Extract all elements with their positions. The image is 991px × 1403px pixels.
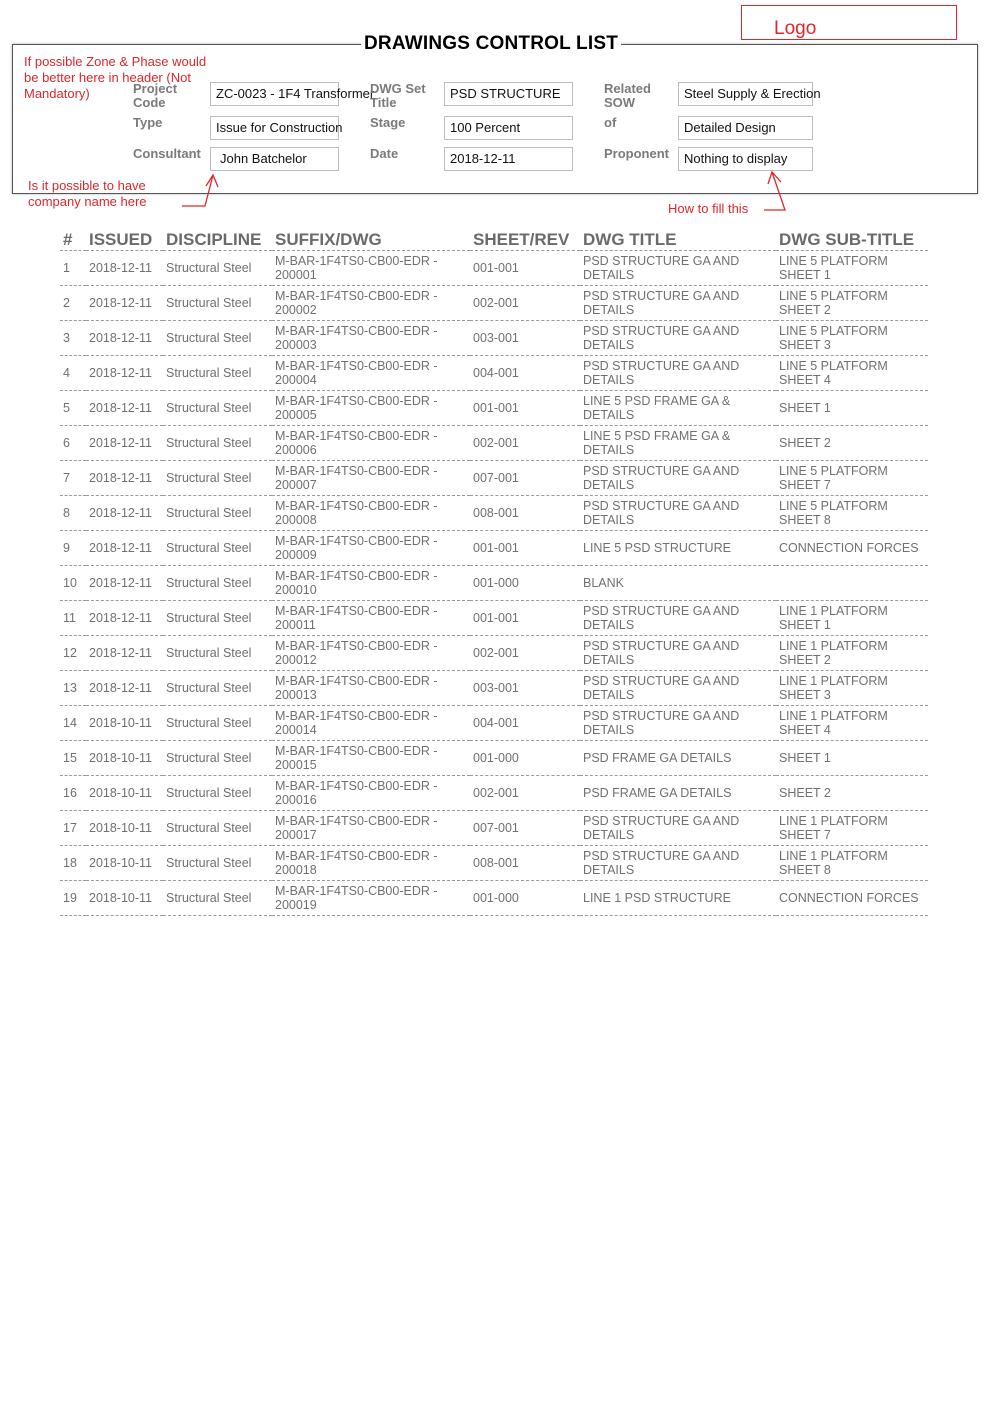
stage-field[interactable]: 100 Percent [444, 116, 573, 140]
row-number-cell: 5 [60, 391, 86, 426]
row-number-cell: 13 [60, 671, 86, 706]
sheet-rev-cell: 002-001 [470, 426, 580, 461]
dwg-title-cell: PSD STRUCTURE GA AND DETAILS [580, 671, 776, 706]
dwg-sub-title-cell: LINE 5 PLATFORM SHEET 3 [776, 321, 928, 356]
sheet-rev-cell: 003-001 [470, 671, 580, 706]
dwg-title-cell: LINE 5 PSD FRAME GA & DETAILS [580, 391, 776, 426]
table-row[interactable] [60, 286, 928, 321]
dwg-title-cell: PSD FRAME GA DETAILS [580, 741, 776, 776]
row-number-cell: 16 [60, 776, 86, 811]
table-row[interactable] [60, 461, 928, 496]
consultant-label: Consultant [133, 146, 201, 161]
annotation-arrows [0, 0, 991, 260]
col-header-dwg-title: DWG TITLE [580, 227, 776, 251]
issued-date-cell: 2018-12-11 [86, 601, 163, 636]
related-sow-field[interactable]: Steel Supply & Erection [678, 82, 813, 106]
dwg-sub-title-cell: LINE 1 PLATFORM SHEET 4 [776, 706, 928, 741]
discipline-cell: Structural Steel [163, 531, 272, 566]
dwg-sub-title-cell: CONNECTION FORCES [776, 881, 928, 916]
row-number-cell: 18 [60, 846, 86, 881]
row-number-cell: 1 [60, 251, 86, 286]
suffix-dwg-cell: M-BAR-1F4TS0-CB00-EDR - 200002 [272, 286, 470, 321]
suffix-dwg-cell: M-BAR-1F4TS0-CB00-EDR - 200017 [272, 811, 470, 846]
issued-date-cell: 2018-10-11 [86, 846, 163, 881]
sheet-rev-cell: 001-000 [470, 741, 580, 776]
zone-phase-note: If possible Zone & Phase would be better here in header (Not Mandatory) [24, 54, 207, 101]
suffix-dwg-cell: M-BAR-1F4TS0-CB00-EDR - 200007 [272, 461, 470, 496]
row-number-cell: 7 [60, 461, 86, 496]
sheet-rev-cell: 002-001 [470, 286, 580, 321]
issued-date-cell: 2018-12-11 [86, 391, 163, 426]
dwg-sub-title-cell: LINE 5 PLATFORM SHEET 8 [776, 496, 928, 531]
issued-date-cell: 2018-12-11 [86, 531, 163, 566]
suffix-dwg-cell: M-BAR-1F4TS0-CB00-EDR - 200014 [272, 706, 470, 741]
table-row[interactable] [60, 321, 928, 356]
table-row[interactable] [60, 251, 928, 286]
issued-date-cell: 2018-10-11 [86, 811, 163, 846]
suffix-dwg-cell: M-BAR-1F4TS0-CB00-EDR - 200015 [272, 741, 470, 776]
dwg-sub-title-cell: LINE 1 PLATFORM SHEET 8 [776, 846, 928, 881]
company-name-arrow-icon [182, 175, 213, 206]
project-code-field[interactable]: ZC-0023 - 1F4 Transformer [210, 82, 339, 106]
table-body [60, 251, 928, 916]
logo-label: Logo [774, 18, 817, 39]
issued-date-cell: 2018-12-11 [86, 566, 163, 601]
sheet-rev-cell: 008-001 [470, 846, 580, 881]
suffix-dwg-cell: M-BAR-1F4TS0-CB00-EDR - 200010 [272, 566, 470, 601]
suffix-dwg-cell: M-BAR-1F4TS0-CB00-EDR - 200003 [272, 321, 470, 356]
date-field[interactable]: 2018-12-11 [444, 147, 573, 171]
dwg-title-cell: PSD FRAME GA DETAILS [580, 776, 776, 811]
dwg-title-cell: PSD STRUCTURE GA AND DETAILS [580, 706, 776, 741]
row-number-cell: 19 [60, 881, 86, 916]
suffix-dwg-cell: M-BAR-1F4TS0-CB00-EDR - 200001 [272, 251, 470, 286]
row-number-cell: 10 [60, 566, 86, 601]
suffix-dwg-cell: M-BAR-1F4TS0-CB00-EDR - 200006 [272, 426, 470, 461]
drawings-table [60, 227, 928, 916]
dwg-sub-title-cell [776, 566, 928, 601]
table-row[interactable] [60, 881, 928, 916]
discipline-cell: Structural Steel [163, 391, 272, 426]
row-number-cell: 4 [60, 356, 86, 391]
project-code-label: Project Code [133, 81, 178, 110]
discipline-cell: Structural Steel [163, 356, 272, 391]
proponent-field[interactable]: Nothing to display [678, 147, 813, 171]
page-title: DRAWINGS CONTROL LIST [361, 33, 621, 55]
dwg-title-cell: PSD STRUCTURE GA AND DETAILS [580, 461, 776, 496]
dwg-sub-title-cell: SHEET 2 [776, 776, 928, 811]
table-row[interactable] [60, 776, 928, 811]
issued-date-cell: 2018-10-11 [86, 776, 163, 811]
issued-date-cell: 2018-12-11 [86, 671, 163, 706]
dwg-title-cell: PSD STRUCTURE GA AND DETAILS [580, 251, 776, 286]
row-number-cell: 12 [60, 636, 86, 671]
discipline-cell: Structural Steel [163, 636, 272, 671]
dwg-title-cell: PSD STRUCTURE GA AND DETAILS [580, 356, 776, 391]
dwg-title-cell: PSD STRUCTURE GA AND DETAILS [580, 601, 776, 636]
company-name-note: Is it possible to have company name here [28, 178, 147, 209]
dwg-sub-title-cell: LINE 1 PLATFORM SHEET 2 [776, 636, 928, 671]
table-row[interactable] [60, 846, 928, 881]
discipline-cell: Structural Steel [163, 461, 272, 496]
row-number-cell: 15 [60, 741, 86, 776]
dwg-sub-title-cell: LINE 1 PLATFORM SHEET 1 [776, 601, 928, 636]
sheet-rev-cell: 001-001 [470, 391, 580, 426]
table-row[interactable] [60, 426, 928, 461]
discipline-cell: Structural Steel [163, 846, 272, 881]
table-row[interactable] [60, 531, 928, 566]
dwg-title-cell: PSD STRUCTURE GA AND DETAILS [580, 321, 776, 356]
sheet-rev-cell: 001-001 [470, 251, 580, 286]
sheet-rev-cell: 004-001 [470, 706, 580, 741]
table-row[interactable] [60, 636, 928, 671]
issued-date-cell: 2018-12-11 [86, 461, 163, 496]
dwg-title-cell: PSD STRUCTURE GA AND DETAILS [580, 636, 776, 671]
issued-date-cell: 2018-12-11 [86, 356, 163, 391]
sheet-rev-cell: 004-001 [470, 356, 580, 391]
issued-date-cell: 2018-12-11 [86, 636, 163, 671]
row-number-cell: 14 [60, 706, 86, 741]
table-row[interactable] [60, 706, 928, 741]
dwg-sub-title-cell: SHEET 1 [776, 741, 928, 776]
table-row[interactable] [60, 741, 928, 776]
dwg-title-cell: LINE 5 PSD STRUCTURE [580, 531, 776, 566]
suffix-dwg-cell: M-BAR-1F4TS0-CB00-EDR - 200005 [272, 391, 470, 426]
issued-date-cell: 2018-12-11 [86, 496, 163, 531]
col-header-dwg-sub-title: DWG SUB-TITLE [776, 227, 928, 251]
of-field[interactable]: Detailed Design [678, 116, 813, 140]
suffix-dwg-cell: M-BAR-1F4TS0-CB00-EDR - 200011 [272, 601, 470, 636]
discipline-cell: Structural Steel [163, 496, 272, 531]
row-number-cell: 3 [60, 321, 86, 356]
dwg-title-cell: BLANK [580, 566, 776, 601]
suffix-dwg-cell: M-BAR-1F4TS0-CB00-EDR - 200013 [272, 671, 470, 706]
issued-date-cell: 2018-12-11 [86, 286, 163, 321]
table-header-row [60, 227, 928, 251]
stage-label: Stage [370, 115, 406, 130]
table-row[interactable] [60, 671, 928, 706]
issued-date-cell: 2018-10-11 [86, 706, 163, 741]
dwg-title-cell: PSD STRUCTURE GA AND DETAILS [580, 846, 776, 881]
row-number-cell: 2 [60, 286, 86, 321]
row-number-cell: 8 [60, 496, 86, 531]
sheet-rev-cell: 002-001 [470, 776, 580, 811]
proponent-label: Proponent [604, 146, 669, 161]
table-row[interactable] [60, 566, 928, 601]
type-field[interactable]: Issue for Construction [210, 116, 339, 140]
table-row[interactable] [60, 391, 928, 426]
sheet-rev-cell: 007-001 [470, 461, 580, 496]
col-header-discipline: DISCIPLINE [163, 227, 272, 251]
type-label: Type [133, 115, 163, 130]
dwg-sub-title-cell: LINE 5 PLATFORM SHEET 2 [776, 286, 928, 321]
table-row[interactable] [60, 601, 928, 636]
sheet-rev-cell: 001-001 [470, 601, 580, 636]
discipline-cell: Structural Steel [163, 321, 272, 356]
suffix-dwg-cell: M-BAR-1F4TS0-CB00-EDR - 200018 [272, 846, 470, 881]
discipline-cell: Structural Steel [163, 706, 272, 741]
how-to-fill-note: How to fill this [668, 201, 749, 216]
row-number-cell: 6 [60, 426, 86, 461]
suffix-dwg-cell: M-BAR-1F4TS0-CB00-EDR - 200008 [272, 496, 470, 531]
issued-date-cell: 2018-10-11 [86, 881, 163, 916]
table-row[interactable] [60, 496, 928, 531]
dwg-set-title-label: DWG Set Title [370, 81, 426, 110]
row-number-cell: 17 [60, 811, 86, 846]
issued-date-cell: 2018-10-11 [86, 741, 163, 776]
sheet-rev-cell: 008-001 [470, 496, 580, 531]
dwg-title-cell: PSD STRUCTURE GA AND DETAILS [580, 286, 776, 321]
dwg-sub-title-cell: LINE 1 PLATFORM SHEET 7 [776, 811, 928, 846]
sheet-rev-cell: 001-000 [470, 881, 580, 916]
issued-date-cell: 2018-12-11 [86, 426, 163, 461]
suffix-dwg-cell: M-BAR-1F4TS0-CB00-EDR - 200009 [272, 531, 470, 566]
sheet-rev-cell: 001-001 [470, 531, 580, 566]
how-to-fill-arrow-icon [764, 172, 785, 210]
issued-date-cell: 2018-12-11 [86, 251, 163, 286]
sheet-rev-cell: 001-000 [470, 566, 580, 601]
date-label: Date [370, 146, 399, 161]
dwg-sub-title-cell: LINE 5 PLATFORM SHEET 7 [776, 461, 928, 496]
dwg-set-title-field[interactable]: PSD STRUCTURE [444, 82, 573, 106]
related-sow-label: Related SOW [604, 81, 651, 110]
discipline-cell: Structural Steel [163, 811, 272, 846]
dwg-title-cell: LINE 1 PSD STRUCTURE [580, 881, 776, 916]
discipline-cell: Structural Steel [163, 286, 272, 321]
dwg-sub-title-cell: SHEET 1 [776, 391, 928, 426]
row-number-cell: 11 [60, 601, 86, 636]
col-header-suffix-dwg: SUFFIX/DWG [272, 227, 470, 251]
table-row[interactable] [60, 811, 928, 846]
table-row[interactable] [60, 356, 928, 391]
sheet-rev-cell: 002-001 [470, 636, 580, 671]
suffix-dwg-cell: M-BAR-1F4TS0-CB00-EDR - 200016 [272, 776, 470, 811]
discipline-cell: Structural Steel [163, 671, 272, 706]
sheet-rev-cell: 003-001 [470, 321, 580, 356]
suffix-dwg-cell: M-BAR-1F4TS0-CB00-EDR - 200012 [272, 636, 470, 671]
of-label: of [604, 115, 617, 130]
dwg-sub-title-cell: LINE 5 PLATFORM SHEET 1 [776, 251, 928, 286]
dwg-title-cell: PSD STRUCTURE GA AND DETAILS [580, 496, 776, 531]
dwg-title-cell: PSD STRUCTURE GA AND DETAILS [580, 811, 776, 846]
dwg-sub-title-cell: LINE 5 PLATFORM SHEET 4 [776, 356, 928, 391]
consultant-field[interactable]: John Batchelor [210, 147, 339, 171]
col-header-sheet-rev: SHEET/REV [470, 227, 580, 251]
dwg-sub-title-cell: LINE 1 PLATFORM SHEET 3 [776, 671, 928, 706]
discipline-cell: Structural Steel [163, 776, 272, 811]
sheet-rev-cell: 007-001 [470, 811, 580, 846]
suffix-dwg-cell: M-BAR-1F4TS0-CB00-EDR - 200004 [272, 356, 470, 391]
suffix-dwg-cell: M-BAR-1F4TS0-CB00-EDR - 200019 [272, 881, 470, 916]
discipline-cell: Structural Steel [163, 601, 272, 636]
discipline-cell: Structural Steel [163, 426, 272, 461]
col-header-number: # [60, 227, 86, 251]
discipline-cell: Structural Steel [163, 251, 272, 286]
row-number-cell: 9 [60, 531, 86, 566]
dwg-sub-title-cell: CONNECTION FORCES [776, 531, 928, 566]
discipline-cell: Structural Steel [163, 741, 272, 776]
col-header-issued: ISSUED [86, 227, 163, 251]
dwg-sub-title-cell: SHEET 2 [776, 426, 928, 461]
dwg-title-cell: LINE 5 PSD FRAME GA & DETAILS [580, 426, 776, 461]
issued-date-cell: 2018-12-11 [86, 321, 163, 356]
discipline-cell: Structural Steel [163, 566, 272, 601]
discipline-cell: Structural Steel [163, 881, 272, 916]
